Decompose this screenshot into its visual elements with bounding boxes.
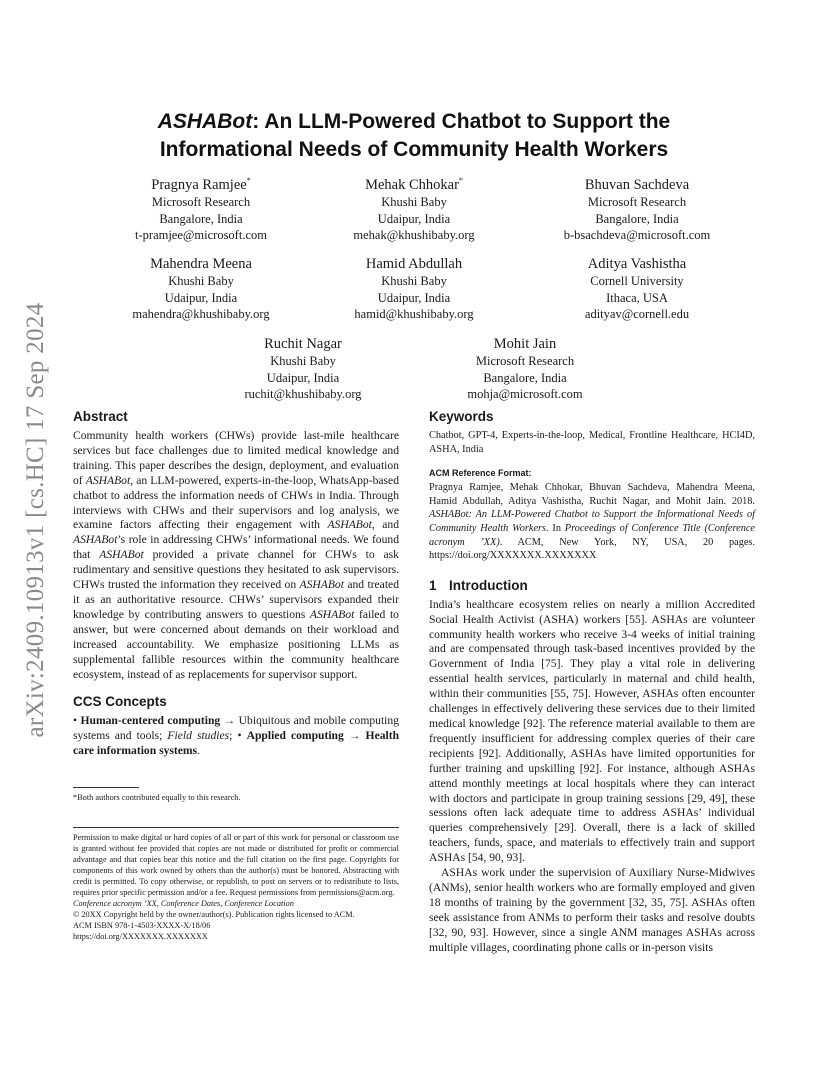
- permission-block: [73, 832, 399, 942]
- author-name: Ruchit Nagar: [264, 336, 342, 352]
- author-block: [425, 335, 625, 403]
- isbn: ACM ISBN 978-1-4503-XXXX-X/18/06: [73, 921, 211, 931]
- acm-reference-text: Pragnya Ramjee, Mehak Chhokar, Bhuvan Sachdeva, Mahendra Meena, Hamid Abdullah, Aditya Vashistha, Ruchit Nagar, and Mohit Jain. 2018. ASHABot: An LLM-Powered Chatbot to Support the Informational Needs of Community Health Workers. In Proceedings of Conference Title (Conference acronym ’XX). ACM, New York, NY, USA, 20 pages. https://doi.org/XXXXXXX.XXXXXXX: [429, 482, 755, 562]
- author-email[interactable]: hamid@khushibaby.org: [354, 307, 474, 321]
- author-email[interactable]: t-pramjee@microsoft.com: [135, 228, 267, 242]
- author-name: Mohit Jain: [493, 336, 557, 352]
- permission-rule: [73, 827, 399, 828]
- abstract-text: Community health workers (CHWs) provide last-mile healthcare services but face challenges due to limited medical knowledge and training. This paper describes the design, deployment, and evaluation of ASHABot, an LLM-powered, experts-in-the-loop, WhatsApp-based chatbot to address the information needs of CHWs in India. Through interviews with CHWs and their supervisors and log analysis, we examine factors affecting their engagement with ASHABot, and ASHABot’s role in addressing CHWs’ informational needs. We found that ASHABot provided a private channel for CHWs to ask rudimentary and sensitive questions they hesitated to ask supervisors. CHWs trusted the information they received on ASHABot and treated it as an authoritative resource. CHWs’ supervisors expanded their knowledge by contributing answers to questions ASHABot failed to answer, but were concerned about demands on their workload and increased accountability. We emphasize positioning LLMs as supplemental fallible resources within the community healthcare ecosystem, instead of as replacements for supervisor support.: [73, 429, 399, 681]
- author-email[interactable]: b-bsachdeva@microsoft.com: [563, 228, 711, 242]
- author-affiliation: Khushi Baby: [168, 274, 234, 288]
- intro-paragraph-2: ASHAs work under the supervision of Auxiliary Nurse-Midwives (ANMs), senior health workers who are formally employed and given 18 months of training by the government [32, 35, 75]. ASHAs often seek assistance from ANMs to perform their tasks and resolve doubts [32, 90, 93]. However, since a single ANM manages ASHAs across multiple villages, coordinating phone calls or in-person visits: [429, 866, 755, 954]
- keywords-heading: Keywords: [429, 409, 494, 424]
- author-name: Pragnya Ramjee*: [151, 176, 251, 193]
- author-affiliation: Khushi Baby: [381, 274, 447, 288]
- permission-text: Permission to make digital or hard copies of all or part of this work for personal or classroom use is granted without fee provided that copies are not made or distributed for profit or commercial advantage and that copies bear this notice and the full citation on the first page. Copyrights for components of this work owned by others than the author(s) must be honored. Abstracting with credit is permitted. To copy otherwise, or republish, to post on servers or to redistribute to lists, requires prior specific permission and/or a fee. Request permissions from permissions@acm.org.: [73, 833, 399, 898]
- author-name: Hamid Abdullah: [365, 256, 463, 272]
- author-name: Aditya Vashistha: [587, 256, 687, 272]
- author-block: [314, 255, 514, 323]
- author-affiliation: Khushi Baby: [270, 354, 336, 368]
- title-line-1-rest: : An LLM-Powered Chatbot to Support the: [252, 110, 671, 133]
- right-column: [429, 408, 755, 956]
- author-affiliation: Microsoft Research: [151, 195, 251, 209]
- author-block: [537, 255, 737, 323]
- arxiv-sidebar: [14, 270, 58, 770]
- copyright-notice: © 20XX Copyright held by the owner/author(s). Publication rights licensed to ACM.: [73, 910, 355, 920]
- acm-reference-heading: ACM Reference Format:: [429, 468, 532, 479]
- author-name: Mahendra Meena: [150, 256, 252, 272]
- author-location: Udaipur, India: [266, 370, 340, 385]
- arxiv-identifier: arXiv:2409.10913v1 [cs.HC] 17 Sep 2024: [22, 302, 49, 738]
- conference-info: Conference acronym ’XX, Conference Dates, Conference Location: [73, 899, 294, 909]
- intro-paragraph-1: India’s healthcare ecosystem relies on nearly a million Accredited Social Health Activist (ASHA) workers [55]. ASHAs are volunteer community health workers who receive 3-4 weeks of initial training and are compensated through task-based incentives provided by the Government of India [75]. They play a vital role in delivering essential health services, particularly in maternal and child health, within their communities [55, 75]. However, ASHAs often encounter challenges in effectively delivering these services due to their limited medical knowledge [92]. The reference material available to them are frequently insufficient for addressing complex queries of their care recipients [92]. Additionally, ASHAs have limited opportunities for further training and upskilling [92]. For instance, although ASHAs attend monthly meetings at local hospitals where they can interact with doctors and participate in group training sessions [29, 49], these sessions often lack adequate time to address ASHAs’ individual queries comprehensively [29]. Overall, there is a lack of skilled teachers, funds, space, and materials to effectively train and support ASHAs [54, 90, 93].: [429, 597, 755, 865]
- author-location: Udaipur, India: [164, 290, 238, 305]
- author-block: [314, 176, 514, 244]
- paper-title: [80, 108, 748, 164]
- author-location: Bangalore, India: [159, 211, 243, 226]
- author-email[interactable]: mahendra@khushibaby.org: [132, 307, 270, 321]
- author-email[interactable]: mehak@khushibaby.org: [353, 228, 475, 242]
- author-email[interactable]: ruchit@khushibaby.org: [244, 387, 362, 401]
- author-location: Bangalore, India: [483, 370, 567, 385]
- left-column: [73, 408, 399, 942]
- keywords-text: Chatbot, GPT-4, Experts-in-the-loop, Medical, Frontline Healthcare, HCI4D, ASHA, India: [429, 430, 755, 455]
- doi-link[interactable]: https://doi.org/XXXXXXX.XXXXXXX: [73, 932, 208, 942]
- ccs-text: • Human-centered computing → Ubiquitous and mobile computing systems and tools; Field studies; • Applied computing → Health care information systems.: [73, 714, 400, 758]
- title-system-name: ASHABot: [157, 110, 253, 133]
- author-location: Udaipur, India: [377, 290, 451, 305]
- introduction-heading: 1 Introduction: [429, 577, 528, 593]
- author-location: Bangalore, India: [595, 211, 679, 226]
- author-name: Bhuvan Sachdeva: [584, 177, 690, 193]
- author-name: Mehak Chhokar*: [365, 176, 463, 193]
- author-location: Ithaca, USA: [606, 290, 668, 305]
- author-affiliation: Khushi Baby: [381, 195, 447, 209]
- author-email[interactable]: adityav@cornell.edu: [584, 307, 690, 321]
- author-block: [101, 255, 301, 323]
- author-block: [203, 335, 403, 403]
- author-block: [537, 176, 737, 244]
- author-location: Udaipur, India: [377, 211, 451, 226]
- footnote: *Both authors contributed equally to this research.: [73, 793, 241, 803]
- author-email[interactable]: mohja@microsoft.com: [467, 387, 583, 401]
- author-affiliation: Microsoft Research: [587, 195, 687, 209]
- ccs-heading: CCS Concepts: [73, 694, 167, 710]
- title-line-2: Informational Needs of Community Health Workers: [159, 138, 669, 161]
- author-affiliation: Cornell University: [590, 274, 684, 288]
- author-affiliation: Microsoft Research: [475, 354, 575, 368]
- title-line-1: [80, 108, 748, 136]
- author-block: [101, 176, 301, 244]
- footnote-rule: [73, 787, 139, 788]
- abstract-heading: Abstract: [73, 409, 128, 424]
